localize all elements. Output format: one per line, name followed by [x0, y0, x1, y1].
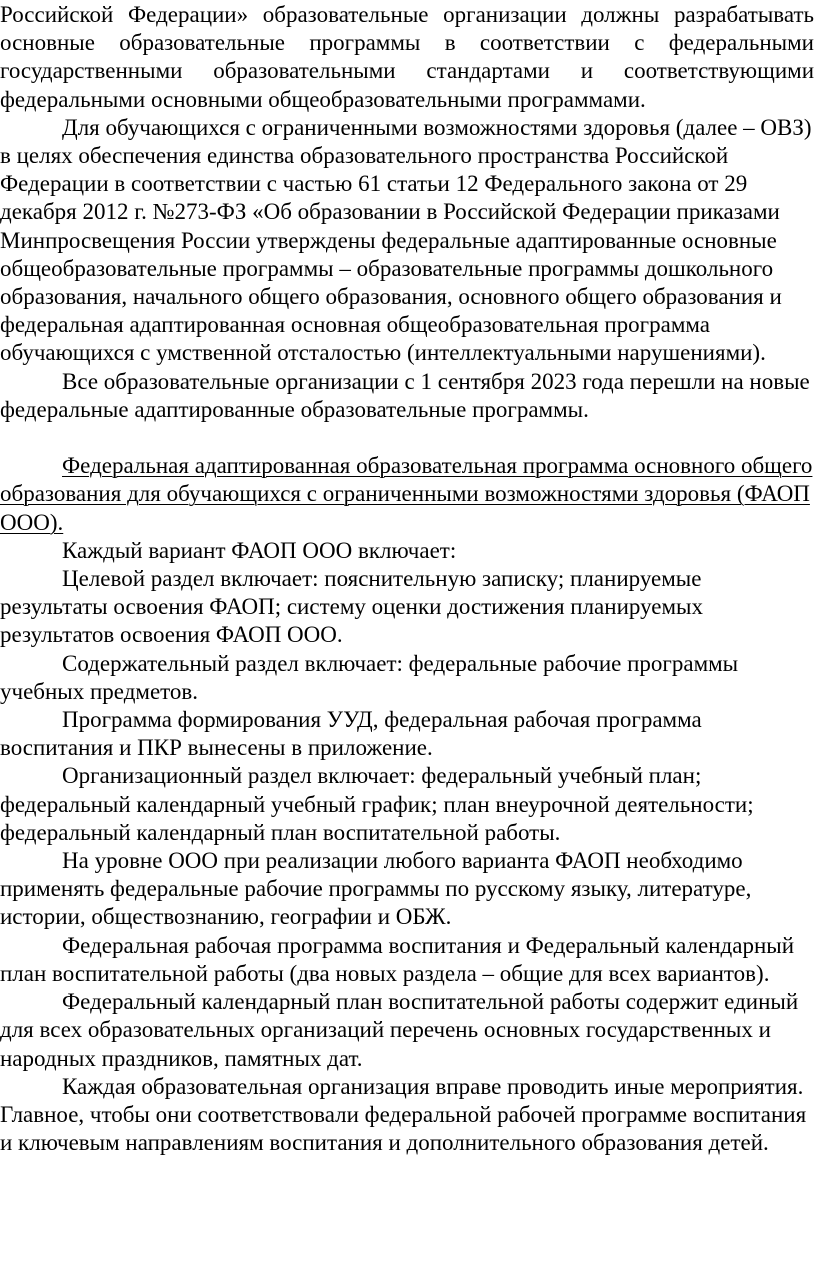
- paragraph-transition-date: Все образовательные организации с 1 сентября 2023 года перешли на новые федеральные адаптированные образовательные программы.: [0, 368, 810, 422]
- paragraph-variant-includes: Каждый вариант ФАОП ООО включает:: [62, 537, 457, 563]
- paragraph-calendar-plan: Федеральный календарный план воспитательной работы содержит единый для всех образовательных организаций перечень основных государственных и народных праздников, памятных дат.: [0, 989, 799, 1071]
- paragraph-other-events: Каждая образовательная организация вправе проводить иные мероприятия. Главное, чтобы они соответствовали федеральной рабочей программе воспитания и ключевым направлениям воспитания и дополнительного образования детей.: [0, 1073, 807, 1156]
- paragraph-federal-programs: На уровне ООО при реализации любого варианта ФАОП необходимо применять федеральные рабочие программы по русскому языку, литературе, истории, обществознанию, географии и ОБЖ.: [0, 848, 752, 930]
- section-heading-faop-ooo: Федеральная адаптированная образовательная программа основного общего образования для обучающихся с ограниченными возможностями здоровья (ФАОП ООО).: [0, 453, 813, 535]
- paragraph-organizational-section: Организационный раздел включает: федеральный учебный план; федеральный календарный учебный график; план внеурочной деятельности; федеральный календарный план воспитательной работы.: [0, 763, 754, 845]
- paragraph-target-section: Целевой раздел включает: пояснительную записку; планируемые результаты освоения ФАОП; систему оценки достижения планируемых результатов освоения ФАОП ООО.: [0, 566, 703, 648]
- paragraph-education-program: Федеральная рабочая программа воспитания и Федеральный календарный план воспитательной работы (два новых раздела – общие для всех вариантов).: [0, 932, 795, 986]
- paragraph-ovz-programs: Для обучающихся с ограниченными возможностями здоровья (далее – ОВЗ) в целях обеспечения единства образовательного пространства Российской Федерации в соответствии с частью 61 статьи 12 Федерального закона от 29 декабря 2012 г. №273-ФЗ «Об образовании в Российской Федерации приказами Минпросвещения России утверждены федеральные адаптированные основные общеобразовательные программы – образовательные программы дошкольного образования, начального общего образования, основного общего образования и федеральная адаптированная основная общеобразовательная программа обучающихся с умственной отсталостью (интеллектуальными нарушениями).: [0, 114, 812, 366]
- paragraph-content-section: Содержательный раздел включает: федеральные рабочие программы учебных предметов.: [0, 650, 739, 704]
- paragraph-continuation: Российской Федерации» образовательные организации должны разрабатывать основные образовательные программы в соответствии с федеральными государственными образовательными стандартами и соответствующими федеральными основными общеобразовательными программами.: [0, 2, 814, 112]
- paragraph-uud-program: Программа формирования УУД, федеральная рабочая программа воспитания и ПКР вынесены в приложение.: [0, 707, 702, 761]
- blank-line: [0, 424, 814, 452]
